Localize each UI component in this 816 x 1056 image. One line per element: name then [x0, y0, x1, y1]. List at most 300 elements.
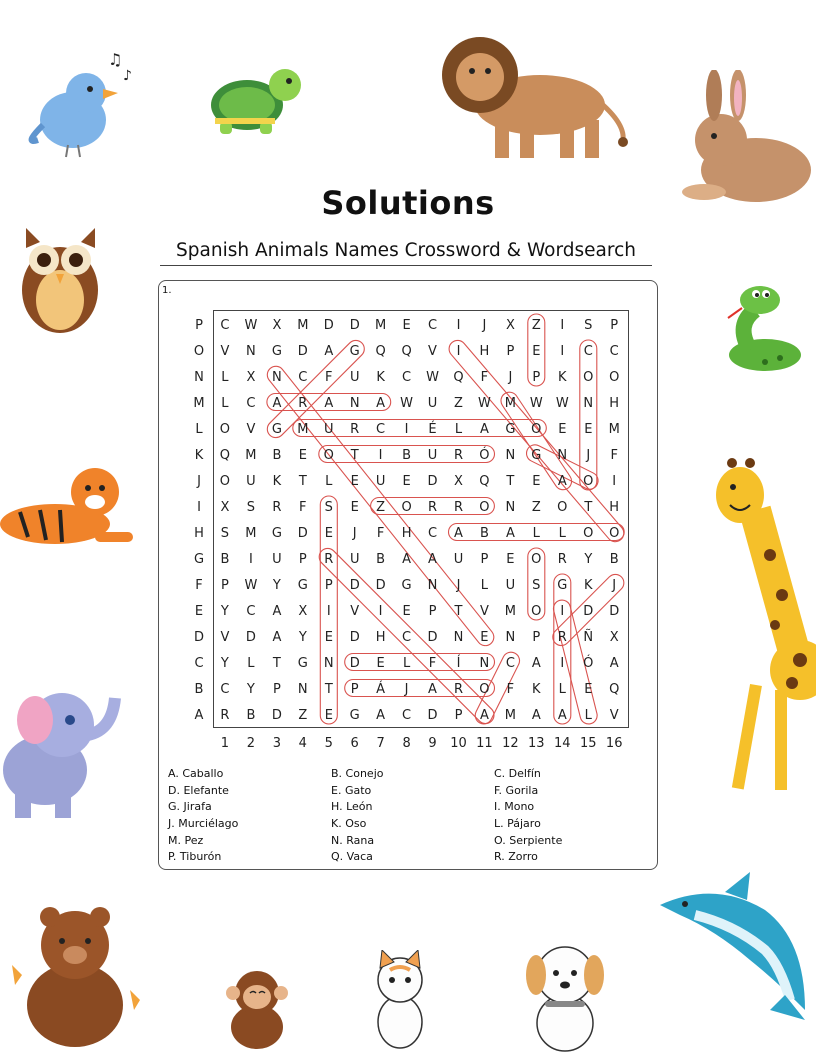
grid-letter: I — [326, 604, 331, 619]
grid-letter: L — [247, 656, 255, 671]
grid-letter: M — [245, 448, 257, 463]
grid-letter: Ñ — [583, 630, 594, 645]
grid-letter: G — [297, 656, 308, 671]
grid-letter: R — [324, 552, 334, 567]
answer-item: I. Mono — [494, 800, 535, 814]
grid-letter: Q — [609, 682, 620, 697]
grid-letter: M — [374, 318, 387, 333]
grid-letter: A — [402, 552, 412, 567]
grid-letter: E — [558, 422, 567, 437]
grid-letter: E — [402, 318, 411, 333]
grid-letter: E — [506, 552, 515, 567]
grid-letter: P — [428, 604, 437, 619]
grid-letter: B — [220, 552, 230, 567]
column-number: 2 — [246, 736, 256, 751]
grid-letter: V — [609, 708, 619, 723]
grid-letter: L — [325, 474, 333, 489]
grid-letter: I — [248, 552, 253, 567]
grid-letter: X — [272, 318, 282, 333]
column-number: 9 — [428, 736, 437, 751]
grid-letter: E — [402, 604, 411, 619]
column-number: 7 — [376, 736, 385, 751]
grid-letter: A — [428, 682, 437, 697]
grid-letter: P — [480, 552, 489, 567]
monkey-icon — [215, 965, 300, 1050]
grid-letter: N — [272, 370, 282, 385]
grid-letter: S — [584, 318, 593, 333]
grid-letter: I — [560, 344, 565, 359]
grid-letter: E — [350, 474, 359, 489]
grid-letter: S — [246, 500, 256, 515]
grid-letter: T — [506, 474, 515, 489]
grid-letter: X — [220, 500, 230, 515]
answer-item: F. Gorila — [494, 783, 539, 797]
answer-item: L. Pájaro — [494, 817, 541, 831]
grid-letter: B — [246, 708, 256, 723]
grid-letter: M — [193, 396, 205, 411]
grid-letter: C — [298, 370, 308, 385]
grid-letter: P — [454, 708, 463, 723]
page-subtitle: Spanish Animals Names Crossword & Wordsearch — [160, 240, 652, 266]
grid-letter: Y — [246, 682, 255, 697]
grid-letter: B — [609, 552, 619, 567]
grid-letter: A — [272, 396, 282, 411]
grid-letter: J — [404, 682, 409, 697]
grid-letter: Q — [219, 448, 231, 463]
column-number: 13 — [528, 736, 545, 751]
grid-letter: O — [583, 526, 594, 541]
grid-letter: J — [197, 474, 201, 489]
grid-letter: O — [609, 370, 620, 385]
owl-icon — [18, 220, 103, 335]
grid-letter: N — [505, 500, 516, 515]
answer-item: G. Jirafa — [168, 800, 212, 814]
grid-letter: C — [402, 630, 412, 645]
grid-letter: T — [350, 448, 359, 463]
grid-letter: W — [477, 396, 491, 411]
grid-letter: Q — [453, 370, 464, 385]
grid-letter: U — [246, 474, 256, 489]
grid-letter: G — [271, 344, 282, 359]
grid-letter: I — [378, 448, 383, 463]
grid-letter: U — [324, 422, 334, 437]
grid-letter: F — [376, 526, 385, 541]
grid-letter: C — [609, 344, 619, 359]
grid-letter: N — [323, 656, 334, 671]
grid-letter: H — [609, 500, 620, 515]
grid-letter: G — [401, 578, 412, 593]
grid-letter: R — [427, 500, 438, 515]
grid-letter: T — [584, 500, 593, 515]
grid-letter: X — [609, 630, 619, 645]
grid-letter: U — [453, 552, 464, 567]
wordsearch-grid-border — [213, 310, 629, 728]
grid-letter: I — [612, 474, 617, 489]
grid-letter: E — [376, 656, 385, 671]
grid-letter: C — [220, 682, 230, 697]
grid-letter: N — [194, 370, 204, 385]
grid-letter: M — [504, 396, 517, 411]
grid-letter: L — [402, 656, 411, 671]
grid-letter: L — [221, 370, 229, 385]
column-number: 4 — [298, 736, 307, 751]
svg-text:♫: ♫ — [108, 50, 123, 69]
grid-letter: H — [375, 630, 386, 645]
grid-letter: X — [505, 318, 515, 333]
grid-letter: H — [194, 526, 204, 541]
grid-letter: T — [298, 474, 307, 489]
grid-letter: Z — [531, 318, 541, 333]
answer-item: H. León — [331, 800, 373, 814]
grid-letter: P — [532, 370, 541, 385]
grid-letter: B — [376, 552, 386, 567]
grid-letter: A — [428, 552, 437, 567]
grid-letter: O — [401, 500, 412, 515]
grid-letter: D — [323, 318, 334, 333]
grid-letter: N — [297, 682, 308, 697]
grid-letter: F — [195, 578, 203, 593]
grid-letter: F — [325, 370, 333, 385]
grid-letter: R — [350, 422, 360, 437]
grid-letter: D — [297, 344, 308, 359]
grid-letter: T — [272, 656, 281, 671]
grid-letter: L — [195, 422, 203, 437]
answer-item: E. Gato — [331, 783, 372, 797]
grid-letter: J — [482, 318, 487, 333]
answer-item: P. Tiburón — [168, 850, 222, 864]
rabbit-icon — [676, 70, 816, 205]
grid-letter: B — [272, 448, 282, 463]
grid-letter: A — [194, 708, 204, 723]
grid-letter: H — [609, 396, 620, 411]
grid-letter: G — [271, 422, 282, 437]
grid-letter: G — [297, 578, 308, 593]
grid-letter: O — [323, 448, 334, 463]
grid-letter: R — [453, 682, 464, 697]
grid-letter: F — [428, 656, 437, 671]
column-number: 8 — [402, 736, 411, 751]
grid-letter: D — [427, 708, 438, 723]
snake-icon — [720, 280, 805, 375]
grid-letter: D — [271, 708, 282, 723]
grid-letter: D — [609, 604, 620, 619]
grid-letter: Q — [401, 344, 412, 359]
grid-letter: A — [609, 656, 619, 671]
grid-letter: Y — [298, 630, 307, 645]
grid-letter: É — [428, 422, 437, 437]
grid-letter: C — [246, 396, 256, 411]
grid-letter: U — [427, 396, 438, 411]
grid-letter: O — [609, 526, 620, 541]
column-number: 6 — [350, 736, 359, 751]
grid-letter: D — [349, 318, 360, 333]
grid-letter: O — [531, 552, 542, 567]
grid-letter: E — [532, 474, 541, 489]
grid-letter: P — [350, 682, 359, 697]
answer-item: A. Caballo — [168, 767, 224, 780]
grid-letter: E — [324, 708, 333, 723]
dog-icon — [520, 935, 610, 1055]
grid-letter: H — [401, 526, 412, 541]
grid-letter: C — [194, 656, 204, 671]
grid-letter: L — [532, 526, 540, 541]
grid-letter: I — [378, 604, 383, 619]
grid-letter: W — [400, 396, 414, 411]
grid-letter: B — [479, 526, 489, 541]
grid-letter: I — [456, 318, 461, 333]
grid-letter: V — [220, 344, 230, 359]
grid-letter: Y — [584, 552, 593, 567]
grid-letter: I — [560, 318, 565, 333]
column-number: 14 — [554, 736, 571, 751]
grid-letter: N — [427, 578, 438, 593]
grid-letter: K — [584, 578, 593, 593]
grid-letter: J — [456, 578, 461, 593]
grid-letter: K — [194, 448, 204, 463]
grid-letter: O — [219, 422, 231, 437]
grid-letter: E — [532, 344, 541, 359]
grid-letter: Z — [376, 500, 386, 515]
column-number: 5 — [324, 736, 333, 751]
grid-letter: G — [531, 448, 542, 463]
grid-letter: O — [557, 500, 568, 515]
grid-letter: A — [376, 396, 386, 411]
grid-letter: M — [504, 604, 517, 619]
grid-letter: H — [479, 344, 490, 359]
grid-letter: A — [324, 396, 334, 411]
grid-letter: U — [349, 370, 360, 385]
grid-letter: D — [349, 656, 360, 671]
grid-letter: R — [557, 552, 567, 567]
grid-letter: Á — [376, 682, 386, 697]
grid-letter: N — [505, 448, 516, 463]
grid-letter: M — [245, 526, 257, 541]
grid-letter: Y — [272, 578, 281, 593]
answer-item: Q. Vaca — [331, 850, 373, 864]
grid-letter: A — [531, 656, 541, 671]
grid-letter: G — [349, 708, 360, 723]
grid-letter: E — [324, 526, 333, 541]
grid-letter: D — [193, 630, 205, 645]
grid-letter: J — [612, 578, 617, 593]
column-number: 3 — [272, 736, 282, 751]
grid-letter: C — [376, 422, 386, 437]
grid-letter: P — [324, 578, 333, 593]
grid-letter: R — [557, 630, 567, 645]
grid-letter: P — [195, 318, 203, 333]
grid-letter: E — [480, 630, 489, 645]
grid-letter: L — [584, 708, 592, 723]
answer-item: N. Rana — [331, 833, 375, 847]
grid-letter: A — [272, 630, 282, 645]
grid-letter: V — [428, 344, 437, 359]
grid-letter: W — [529, 396, 543, 411]
grid-letter: N — [583, 396, 594, 411]
grid-letter: D — [245, 630, 256, 645]
grid-letter: A — [505, 526, 515, 541]
grid-letter: C — [505, 656, 515, 671]
grid-letter: V — [246, 422, 256, 437]
grid-letter: U — [349, 552, 360, 567]
grid-letter: N — [246, 344, 256, 359]
grid-letter: C — [402, 708, 412, 723]
grid-letter: S — [532, 578, 541, 593]
column-number: 12 — [502, 736, 519, 751]
grid-letter: F — [480, 370, 489, 385]
grid-letter: C — [220, 318, 230, 333]
grid-letter: A — [531, 708, 541, 723]
answer-item: B. Conejo — [331, 767, 384, 780]
grid-letter: S — [220, 526, 230, 541]
grid-letter: X — [298, 604, 308, 619]
dolphin-icon — [655, 870, 816, 1030]
grid-letter: R — [453, 448, 464, 463]
grid-letter: O — [531, 604, 542, 619]
grid-letter: Z — [298, 708, 308, 723]
grid-letter: Y — [220, 656, 229, 671]
page-title: Solutions — [321, 184, 495, 222]
column-number: 1 — [220, 736, 230, 751]
grid-letter: Q — [479, 474, 490, 489]
grid-letter: O — [219, 474, 231, 489]
answer-item: O. Serpiente — [494, 833, 563, 847]
column-number: 15 — [580, 736, 597, 751]
answer-key — [168, 766, 648, 865]
grid-letter: R — [453, 500, 464, 515]
grid-letter: I — [456, 344, 461, 359]
grid-letter: N — [505, 630, 516, 645]
svg-text:♪: ♪ — [123, 68, 132, 84]
grid-letter: I — [560, 656, 565, 671]
lion-icon — [435, 25, 635, 165]
grid-letter: J — [586, 448, 591, 463]
grid-letter: V — [350, 604, 360, 619]
grid-letter: G — [271, 526, 282, 541]
grid-letter: E — [584, 682, 593, 697]
answer-item: J. Murciélago — [168, 817, 239, 831]
grid-letter: E — [350, 500, 359, 515]
grid-letter: Ó — [479, 448, 490, 463]
grid-letter: D — [583, 604, 594, 619]
grid-letter: C — [246, 604, 256, 619]
grid-letter: C — [427, 318, 438, 333]
grid-letter: N — [479, 656, 490, 671]
grid-letter: L — [480, 578, 489, 593]
grid-letter: A — [479, 708, 489, 723]
grid-letter: L — [454, 422, 463, 437]
grid-letter: D — [375, 578, 386, 593]
grid-letter: P — [272, 682, 281, 697]
grid-letter: R — [298, 396, 308, 411]
grid-letter: Ó — [583, 656, 594, 671]
grid-letter: O — [531, 422, 542, 437]
tiger-icon — [0, 462, 138, 552]
grid-letter: X — [246, 370, 256, 385]
grid-letter: A — [376, 708, 386, 723]
grid-letter: L — [221, 396, 229, 411]
grid-letter: N — [557, 448, 568, 463]
grid-letter: E — [298, 448, 307, 463]
grid-letter: C — [427, 526, 438, 541]
grid-letter: T — [324, 682, 333, 697]
grid-letter: V — [479, 604, 489, 619]
answer-item: K. Oso — [331, 817, 367, 831]
grid-letter: M — [297, 422, 309, 437]
grid-letter: P — [298, 552, 307, 567]
grid-letter: D — [349, 630, 360, 645]
grid-letter: O — [583, 474, 594, 489]
turtle-icon — [205, 60, 305, 140]
grid-letter: P — [506, 344, 515, 359]
grid-letter: G — [557, 578, 568, 593]
grid-letter: G — [193, 552, 205, 567]
grid-letter: C — [583, 344, 593, 359]
grid-letter: A — [324, 344, 334, 359]
grid-letter: M — [504, 708, 517, 723]
grid-letter: T — [454, 604, 463, 619]
grid-letter: K — [272, 474, 282, 489]
grid-letter: U — [375, 474, 386, 489]
bird-icon — [18, 45, 143, 160]
answer-item: D. Elefante — [168, 783, 229, 797]
grid-letter: Q — [375, 344, 386, 359]
grid-letter: A — [454, 526, 463, 541]
giraffe-icon — [700, 455, 816, 800]
cat-icon — [368, 950, 433, 1050]
grid-letter: L — [558, 682, 566, 697]
grid-letter: W — [244, 578, 258, 593]
grid-letter: X — [454, 474, 463, 489]
grid-letter: U — [272, 552, 282, 567]
grid-letter: E — [324, 630, 333, 645]
grid-letter: B — [194, 682, 204, 697]
grid-letter: Z — [454, 396, 463, 411]
grid-letter: K — [376, 370, 385, 385]
grid-letter: D — [297, 526, 308, 541]
grid-letter: I — [404, 422, 409, 437]
grid-letter: B — [402, 448, 412, 463]
grid-letter: J — [508, 370, 513, 385]
grid-letter: J — [352, 526, 357, 541]
grid-letter: C — [402, 370, 412, 385]
grid-letter: O — [479, 500, 490, 515]
grid-letter: L — [558, 526, 566, 541]
grid-letter: A — [272, 604, 282, 619]
grid-letter: A — [479, 422, 489, 437]
bear-icon — [10, 905, 145, 1050]
answer-item: C. Delfín — [494, 767, 541, 780]
grid-letter: I — [197, 500, 201, 515]
grid-letter: E — [194, 604, 204, 619]
grid-letter: W — [555, 396, 569, 411]
grid-letter: O — [193, 344, 205, 359]
grid-letter: F — [506, 682, 515, 697]
grid-letter: F — [610, 448, 618, 463]
answer-item: M. Pez — [168, 833, 204, 847]
column-number: 11 — [476, 736, 493, 751]
grid-letter: O — [583, 370, 594, 385]
grid-letter: O — [479, 682, 490, 697]
grid-letter: E — [402, 474, 411, 489]
grid-letter: W — [244, 318, 258, 333]
grid-letter: P — [220, 578, 229, 593]
grid-letter: E — [584, 422, 593, 437]
grid-letter: Z — [531, 500, 541, 515]
elephant-icon — [0, 680, 125, 820]
grid-letter: N — [453, 630, 464, 645]
grid-letter: D — [349, 578, 360, 593]
grid-letter: U — [505, 578, 516, 593]
